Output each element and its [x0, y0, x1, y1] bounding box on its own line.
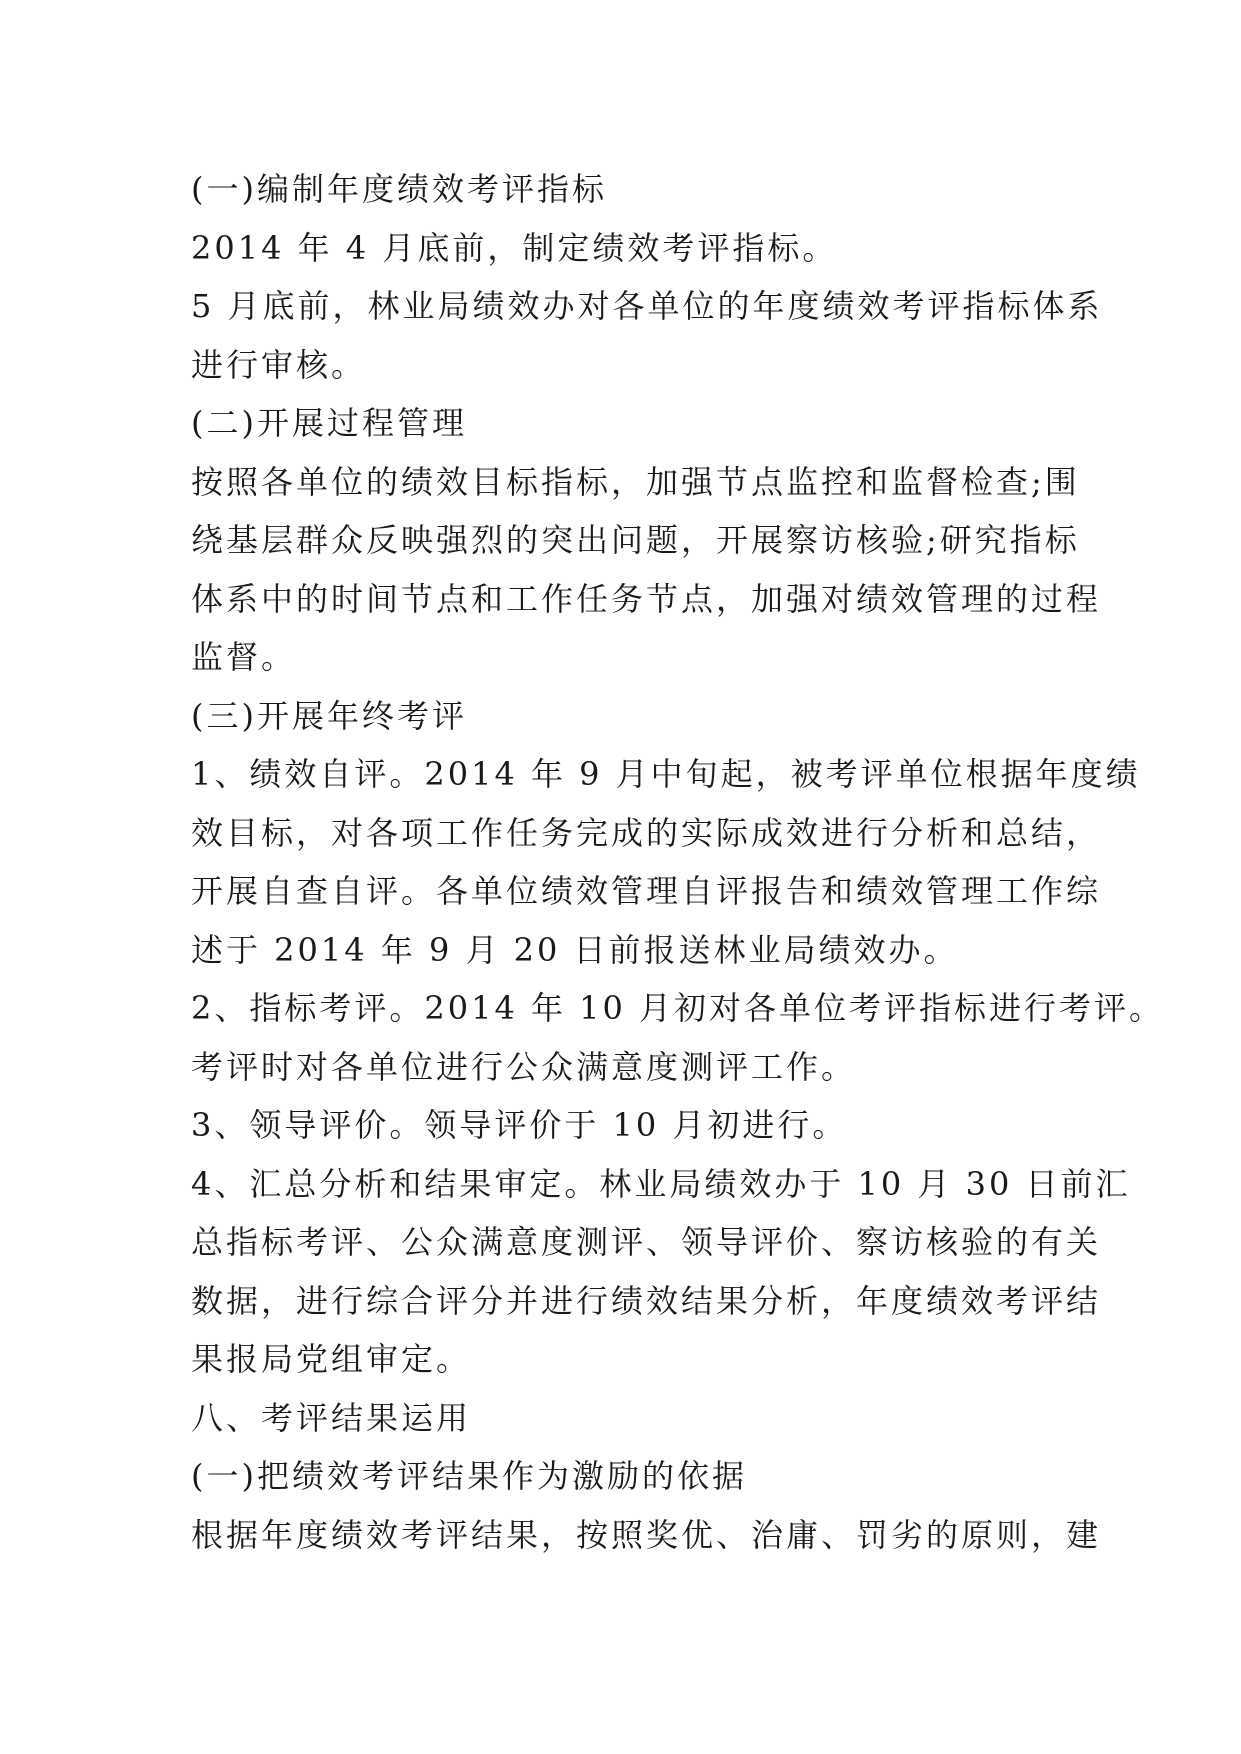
- paragraph-line: 考评时对各单位进行公众满意度测评工作。: [191, 1047, 857, 1086]
- subheading-4: (一)把绩效考评结果作为激励的依据: [191, 1457, 747, 1495]
- paragraph-line: 1、绩效自评。2014 年 9 月中旬起，被考评单位根据年度绩: [191, 755, 1141, 793]
- document-body: [191, 160, 1165, 1564]
- paragraph-line: 总指标考评、公众满意度测评、领导评价、察访核验的有关: [191, 1223, 1102, 1261]
- paragraph-line: 2014 年 4 月底前，制定绩效考评指标。: [191, 228, 838, 267]
- paragraph-line: 述于 2014 年 9 月 20 日前报送林业局绩效办。: [191, 930, 959, 969]
- paragraph-line: 绕基层群众反映强烈的突出问题，开展察访核验;研究指标: [191, 521, 1080, 559]
- paragraph-line: 开展自查自评。各单位绩效管理自评报告和绩效管理工作综: [191, 872, 1102, 910]
- paragraph-line: 按照各单位的绩效目标指标，加强节点监控和监督检查;围: [191, 462, 1080, 501]
- paragraph-line: 监督。: [191, 638, 297, 676]
- paragraph-line: 进行审核。: [191, 345, 367, 384]
- paragraph-line: 体系中的时间节点和工作任务节点，加强对绩效管理的过程: [191, 579, 1102, 618]
- paragraph-line: 果报局党组审定。: [191, 1340, 472, 1378]
- subheading-3: (三)开展年终考评: [191, 696, 467, 735]
- paragraph-line: 根据年度绩效考评结果，按照奖优、治庸、罚劣的原则，建: [191, 1515, 1102, 1554]
- paragraph-line: 4、汇总分析和结果审定。林业局绩效办于 10 月 30 日前汇: [191, 1164, 1131, 1203]
- paragraph-line: 5 月底前，林业局绩效办对各单位的年度绩效考评指标体系: [191, 287, 1103, 325]
- paragraph-line: 2、指标考评。2014 年 10 月初对各单位考评指标进行考评。: [191, 989, 1165, 1027]
- paragraph-line: 数据，进行综合评分并进行绩效结果分析，年度绩效考评结: [191, 1281, 1102, 1320]
- paragraph-line: 效目标，对各项工作任务完成的实际成效进行分析和总结，: [191, 813, 1102, 852]
- subheading-2: (二)开展过程管理: [191, 404, 467, 442]
- subheading-1: (一)编制年度绩效考评指标: [191, 170, 607, 208]
- section-heading: 八、考评结果运用: [191, 1398, 472, 1437]
- paragraph-line: 3、领导评价。领导评价于 10 月初进行。: [191, 1106, 848, 1144]
